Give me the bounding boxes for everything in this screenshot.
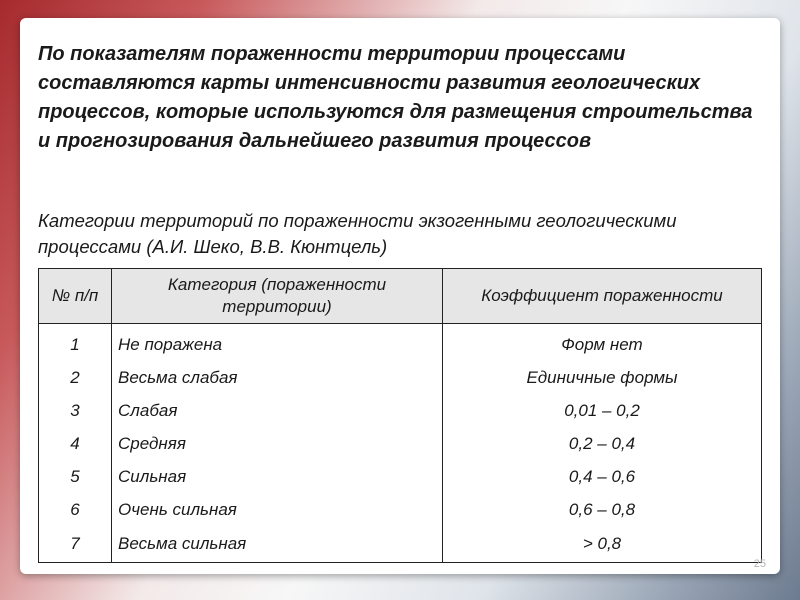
row-category: Средняя xyxy=(112,427,443,460)
slide-title: По показателям пораженности территории процессами составляются карты интенсивности развития геологических процессов, которые используются для размещения строительства и прогнозирования дальнейшего развития процессов xyxy=(38,43,753,152)
table-row xyxy=(39,526,762,563)
header-number: № п/п xyxy=(39,269,112,324)
row-category: Сильная xyxy=(112,460,443,493)
header-category: Категория (пораженности территории) xyxy=(112,269,443,324)
row-number: 7 xyxy=(39,526,112,563)
row-coefficient: 0,01 – 0,2 xyxy=(443,394,762,427)
row-number: 2 xyxy=(39,361,112,394)
table-header-row xyxy=(39,269,762,324)
page-number: 25 xyxy=(753,558,766,570)
row-category: Очень сильная xyxy=(112,493,443,526)
table-row xyxy=(39,460,762,493)
table-row xyxy=(39,394,762,427)
row-coefficient: 0,2 – 0,4 xyxy=(443,427,762,460)
table-row xyxy=(39,361,762,394)
row-coefficient: > 0,8 xyxy=(443,526,762,563)
row-number: 3 xyxy=(39,394,112,427)
row-category: Не поражена xyxy=(112,324,443,362)
row-category: Весьма сильная xyxy=(112,526,443,563)
row-coefficient: 0,4 – 0,6 xyxy=(443,460,762,493)
table-caption: Категории территорий по пораженности экзогенными геологическими процессами (А.И. Шеко, В.В. Кюнтцель) xyxy=(38,210,677,257)
row-coefficient: Единичные формы xyxy=(443,361,762,394)
row-coefficient: 0,6 – 0,8 xyxy=(443,493,762,526)
table-row xyxy=(39,324,762,362)
row-number: 4 xyxy=(39,427,112,460)
header-coefficient: Коэффициент пораженности xyxy=(443,269,762,324)
row-number: 6 xyxy=(39,493,112,526)
categories-table xyxy=(38,268,762,563)
table-row xyxy=(39,493,762,526)
row-category: Слабая xyxy=(112,394,443,427)
row-number: 5 xyxy=(39,460,112,493)
row-number: 1 xyxy=(39,324,112,362)
row-category: Весьма слабая xyxy=(112,361,443,394)
table-row xyxy=(39,427,762,460)
row-coefficient: Форм нет xyxy=(443,324,762,362)
